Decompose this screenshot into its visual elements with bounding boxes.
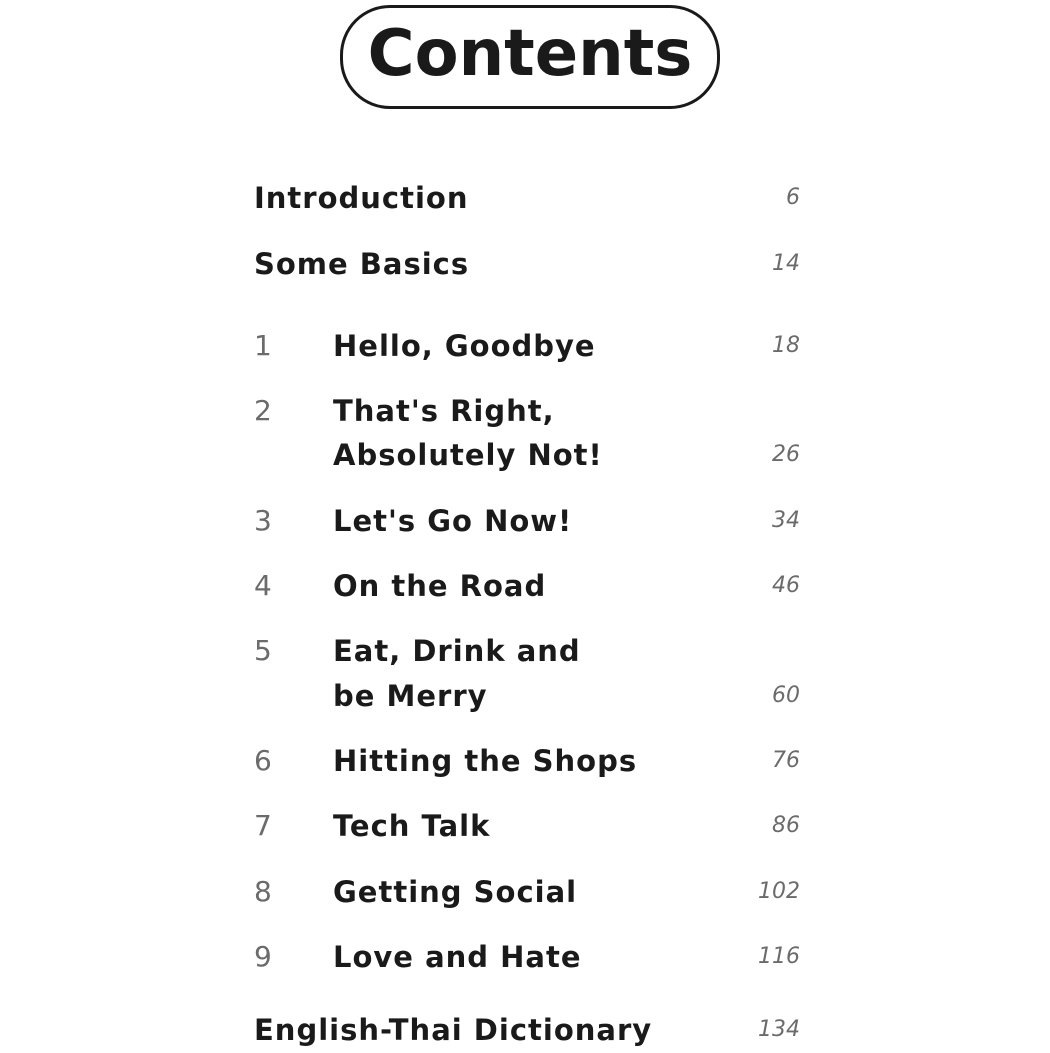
toc-entry-page: 46 (772, 573, 800, 598)
toc-entry-label: Let's Go Now! (333, 504, 573, 538)
chapter-number: 2 (254, 394, 272, 427)
chapter-number: 7 (254, 809, 272, 842)
toc-entry-label: Hello, Goodbye (333, 329, 596, 363)
title-frame (340, 5, 720, 109)
toc-entry-page: 26 (772, 442, 800, 467)
chapter-number: 8 (254, 875, 272, 908)
chapter-number: 3 (254, 504, 272, 537)
toc-entry-page: 60 (772, 683, 800, 708)
chapter-number: 6 (254, 744, 272, 777)
toc-entry-label: Tech Talk (333, 809, 491, 843)
toc-entry-page: 6 (786, 185, 800, 210)
chapter-number: 5 (254, 634, 272, 667)
toc-entry-label-line-1: That's Right, (333, 394, 555, 428)
toc-entry-label: English-Thai Dictionary (254, 1013, 653, 1047)
toc-entry-page: 34 (772, 508, 800, 533)
toc-entry-page: 76 (772, 748, 800, 773)
toc-entry-label: Love and Hate (333, 940, 582, 974)
toc-entry-label: Some Basics (254, 247, 470, 281)
toc-entry-page: 102 (758, 879, 800, 904)
toc-entry-label: Getting Social (333, 875, 578, 909)
toc-entry-page: 18 (772, 333, 800, 358)
toc-entry-label-line-1: Eat, Drink and (333, 634, 581, 668)
chapter-number: 4 (254, 569, 272, 602)
toc-entry-page: 14 (772, 251, 800, 276)
chapter-number: 9 (254, 940, 272, 973)
toc-entry-label: On the Road (333, 569, 547, 603)
page-title: Contents (367, 17, 693, 91)
chapter-number: 1 (254, 329, 272, 362)
toc-entry-page: 134 (758, 1017, 800, 1042)
toc-entry-label-line-2: be Merry (333, 679, 488, 713)
toc-entry-label-line-2: Absolutely Not! (333, 438, 603, 472)
toc-entry-page: 116 (758, 944, 800, 969)
toc-entry-label: Hitting the Shops (333, 744, 638, 778)
toc-entry-page: 86 (772, 813, 800, 838)
toc-entry-label: Introduction (254, 181, 469, 215)
